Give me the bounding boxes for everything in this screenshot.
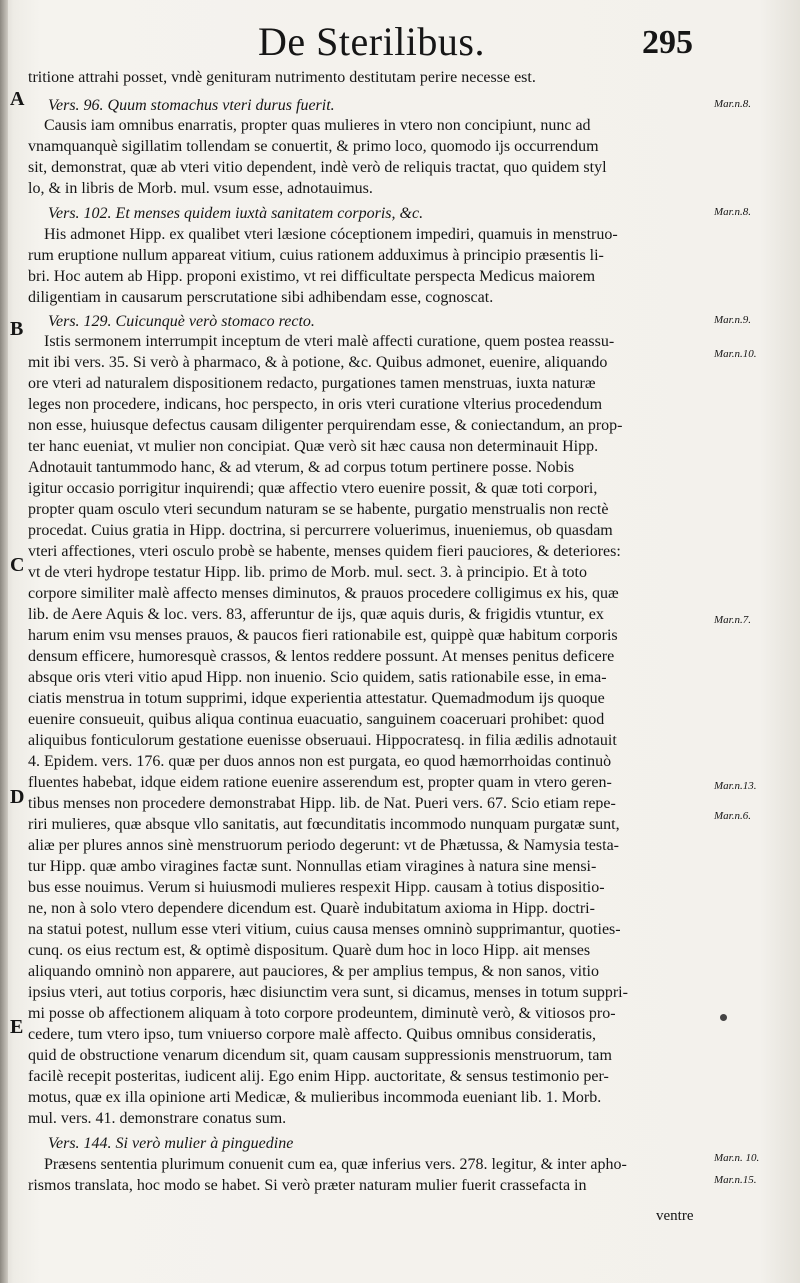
- margin-note: Mar.n.10.: [714, 348, 757, 360]
- text-line: rismos translata, hoc modo se habet. Si verò præter naturam mulier fuerit crassefacta in: [28, 1177, 587, 1194]
- text-line: mul. vers. 41. demonstrare conatus sum.: [28, 1110, 287, 1127]
- verse-heading: Vers. 129. Cuicunquè verò stomaco recto.: [48, 313, 315, 330]
- text-line: vteri affectiones, vteri osculo probè se habente, menses quidem fieri pauciores, & deteriores:: [28, 543, 621, 560]
- margin-note: Mar.n.6.: [714, 810, 751, 822]
- text-line: facilè recepit posteritas, iudicent alij. Ego enim Hipp. auctoritate, & sensus testimonio per-: [28, 1068, 609, 1085]
- text-line: ore vteri ad naturalem dispositionem redacto, purgationes tamen menstruas, iuxta naturæ: [28, 375, 596, 392]
- margin-note: Mar.n.8.: [714, 98, 751, 110]
- text-line: bus esse nouimus. Verum si huiusmodi mulieres respexit Hipp. causam à totius dispositio-: [28, 879, 605, 896]
- text-line: ciatis menstrua in totum supprimi, idque experientia attestatur. Quemadmodum ijs quoque: [28, 690, 605, 707]
- running-title: De Sterilibus.: [258, 19, 485, 64]
- text-line: fluentes habebat, idque eidem ratione euenire asserendum est, propter quam in vtero geren-: [28, 774, 612, 791]
- text-line: mit ibi vers. 35. Si verò à pharmaco, & à potione, &c. Quibus admonet, euenire, aliquando: [28, 354, 608, 371]
- text-line: Præsens sententia plurimum conuenit cum ea, quæ inferius vers. 278. legitur, & inter apho-: [44, 1156, 627, 1173]
- text-line: cedere, tum vtero ipso, tum vniuerso corpore malè affecto. Quibus omnibus consideratis,: [28, 1026, 596, 1043]
- text-line: non esse, huiusque defectus causam diligenter perquirendam esse, & coniectandum, an prop-: [28, 417, 623, 434]
- text-line: ne, non à solo vtero dependere dicendum est. Quarè indubitatum axioma in Hipp. doctri-: [28, 900, 595, 917]
- text-line: cunq. os eius rectum est, & optimè dispositum. Quarè dum hoc in loco Hipp. ait menses: [28, 942, 591, 959]
- text-line: riri mulieres, quæ absque vllo sanitatis, aut fœcunditatis incommodo nunquam purgatæ sunt,: [28, 816, 620, 833]
- text-line: 4. Epidem. vers. 176. quæ per duos annos non est purgata, eo quod hæmorrhoidas continuò: [28, 753, 612, 770]
- text-line: tritione attrahi posset, vndè genituram nutrimento destitutam perire necesse est.: [28, 69, 536, 86]
- text-line: His admonet Hipp. ex qualibet vteri læsione cóceptionem impediri, quamuis in menstruo-: [44, 226, 618, 243]
- text-line: rum eruptione nullum appareat vitium, cuius rationem adduximus à principio præsentis li-: [28, 247, 604, 264]
- text-line: euenire consueuit, quibus aliqua continua euacuatio, sanguinem coaceruari prohibet: quod: [28, 711, 605, 728]
- text-line: quid de obstructione venarum dicendum sit, quam causam suppressionis menstruorum, tam: [28, 1047, 612, 1064]
- margin-note: Mar.n. 10.: [714, 1152, 760, 1164]
- text-line: diligentiam in causarum perscrutatione sibi adhibendam esse, cognoscat.: [28, 289, 494, 306]
- verse-heading: Vers. 144. Si verò mulier à pinguedine: [48, 1135, 294, 1152]
- text-line: mi posse ob affectionem aliquam à toto corpore prodeuntem, diminutè verò, & vitiosos pro-: [28, 1005, 616, 1022]
- section-letter-a: A: [10, 88, 25, 110]
- page-number: 295: [642, 24, 693, 61]
- text-line: aliæ per plures annos sinè menstruorum periodo degerunt: vt de Phætussa, & Namysia testa-: [28, 837, 619, 854]
- page-spine-shadow: [0, 0, 8, 1283]
- text-line: aliquibus fonticulorum gestatione euenisse obseruaui. Hippocratesq. in filia ædilis adnotauit: [28, 732, 617, 749]
- page-header: [0, 14, 800, 74]
- text-line: lo, & in libris de Morb. mul. vsum esse, adnotauimus.: [28, 180, 373, 197]
- text-line: densum efficere, humoresquè crassos, & lentos reddere possunt. At menses penitus deficere: [28, 648, 615, 665]
- ink-spot: [720, 1014, 727, 1021]
- text-line: tibus menses non procedere demonstrabat Hipp. lib. de Nat. Pueri vers. 67. Scio etiam repe-: [28, 795, 616, 812]
- text-line: harum enim vsu menses prauos, & paucos fieri rationabile est, quippè quæ habitum corporis: [28, 627, 618, 644]
- text-line: motus, quæ ex illa opinione arti Medicæ, & mulieribus incommoda eueniant lib. 1. Morb.: [28, 1089, 602, 1106]
- text-line: lib. de Aere Aquis & loc. vers. 83, afferuntur de ijs, quæ aquis duris, & frigidis vtuntur, ex: [28, 606, 604, 623]
- section-letter-d: D: [10, 786, 25, 808]
- margin-note: Mar.n.7.: [714, 614, 751, 626]
- text-line: igitur occasio porrigitur inquirendi; quæ affectio vtero euenire possit, & quæ toti corpori,: [28, 480, 598, 497]
- text-line: tur Hipp. quæ ambo viragines factæ sunt. Nonnullas etiam viragines à natura sine mensi-: [28, 858, 597, 875]
- text-line: vt de vteri hydrope testatur Hipp. lib. primo de Morb. mul. sect. 3. à principio. Et à toto: [28, 564, 587, 581]
- text-line: ter hanc eueniat, vt mulier non concipiat. Quæ verò sit hæc causa non determinauit Hipp.: [28, 438, 599, 455]
- section-letter-e: E: [10, 1016, 24, 1038]
- text-line: ipsius vteri, aut totius corporis, hæc disiunctim vera sunt, si dicamus, menses in totum suppri-: [28, 984, 628, 1001]
- text-line: sit, demonstrat, quæ ab vteri vitio dependent, indè verò de reliquis tractat, quo quidem styl: [28, 159, 607, 176]
- margin-note: Mar.n.8.: [714, 206, 751, 218]
- text-line: absque oris vteri vitio apud Hipp. non inuenio. Scio quidem, satis rationabile esse, in ema-: [28, 669, 607, 686]
- text-line: na statui potest, nullum esse vteri vitium, cuius causa menses omninò supprimantur, quoties-: [28, 921, 621, 938]
- text-line: Istis sermonem interrumpit inceptum de vteri malè affecti curatione, quem postea reassu-: [44, 333, 615, 350]
- text-line: Causis iam omnibus enarratis, propter quas mulieres in vtero non concipiunt, nunc ad: [44, 117, 591, 134]
- text-line: vnamquanquè sigillatim tollendam se conuertit, & primo loco, quomodo ijs occurrendum: [28, 138, 599, 155]
- margin-note: Mar.n.15.: [714, 1174, 757, 1186]
- text-line: leges non procedere, indicans, hoc perspecto, in oris vteri curatione vlterius procedendum: [28, 396, 603, 413]
- text-line: bri. Hoc autem ab Hipp. proponi existimo, vt rei difficultate perspecta Medicus maiorem: [28, 268, 596, 285]
- text-line: procedat. Cuius gratia in Hipp. doctrina, si percurrere voluerimus, inueniemus, ob quasdam: [28, 522, 613, 539]
- verse-heading: Vers. 96. Quum stomachus vteri durus fuerit.: [48, 97, 335, 114]
- text-line: aliquando omninò non apparere, aut pauciores, & per amplius tempus, & non sanos, vitio: [28, 963, 599, 980]
- margin-note: Mar.n.13.: [714, 780, 757, 792]
- text-line: propter quam osculo vteri secundum naturam se se habente, purgatio menstrualis non rectè: [28, 501, 609, 518]
- section-letter-c: C: [10, 554, 25, 576]
- verse-heading: Vers. 102. Et menses quidem iuxtà sanitatem corporis, &c.: [48, 205, 424, 222]
- text-line: corpore similiter malè affecto menses diminutos, & prauos procedere colligimus ex his, quæ: [28, 585, 619, 602]
- section-letter-b: B: [10, 318, 24, 340]
- catchword: ventre: [656, 1208, 694, 1224]
- text-line: Adnotauit tantummodo hanc, & ad vterum, & ad corpus totum pertinere posse. Nobis: [28, 459, 575, 476]
- margin-note: Mar.n.9.: [714, 314, 751, 326]
